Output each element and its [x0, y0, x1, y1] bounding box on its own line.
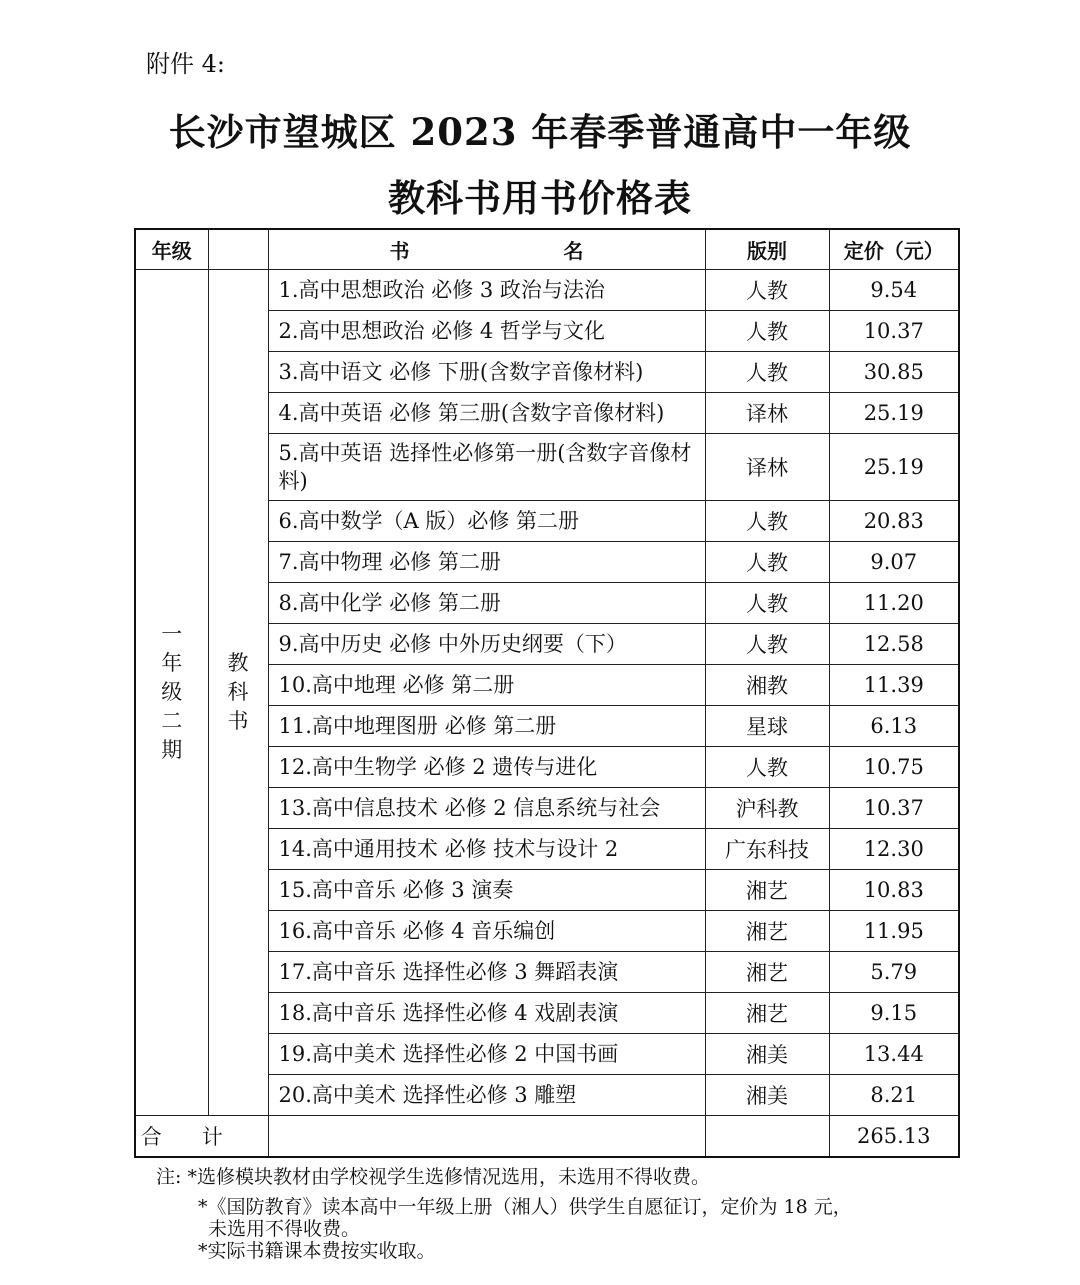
- book-name: 18.高中音乐 选择性必修 4 戏剧表演: [268, 993, 705, 1034]
- grade-char: 二: [161, 709, 183, 733]
- book-name: 10.高中地理 必修 第二册: [268, 665, 705, 706]
- publisher: 湘艺: [705, 870, 829, 911]
- grade-char: 期: [161, 738, 183, 762]
- book-name: 16.高中音乐 必修 4 音乐编创: [268, 911, 705, 952]
- grade-char: 一: [161, 622, 183, 646]
- price: 11.39: [829, 665, 959, 706]
- grade-cell: [135, 270, 208, 1116]
- notes: [156, 1166, 852, 1262]
- table-row: [135, 270, 959, 311]
- publisher: 译林: [705, 434, 829, 501]
- publisher: 人教: [705, 311, 829, 352]
- header-book-name: [268, 229, 705, 270]
- price: 12.30: [829, 829, 959, 870]
- total-label: 合计: [135, 1116, 268, 1158]
- publisher: 湘美: [705, 1034, 829, 1075]
- publisher: 广东科技: [705, 829, 829, 870]
- page-title-line2: 教科书用书价格表: [388, 176, 692, 220]
- notes-prefix: 注:: [156, 1166, 182, 1188]
- price: 11.20: [829, 583, 959, 624]
- grade-char: 年: [161, 651, 183, 675]
- book-name: 3.高中语文 必修 下册(含数字音像材料): [268, 352, 705, 393]
- price: 5.79: [829, 952, 959, 993]
- note-1-text: *选修模块教材由学校视学生选修情况选用，未选用不得收费。: [187, 1166, 710, 1188]
- header-book-name-right: 名: [563, 239, 584, 263]
- book-name: 9.高中历史 必修 中外历史纲要（下）: [268, 624, 705, 665]
- attachment-label: 附件 4:: [146, 50, 225, 78]
- book-name: 19.高中美术 选择性必修 2 中国书画: [268, 1034, 705, 1075]
- note-2a: *《国防教育》读本高中一年级上册（湘人）供学生自愿征订，定价为 18 元，: [198, 1196, 852, 1218]
- price: 12.58: [829, 624, 959, 665]
- publisher: 人教: [705, 501, 829, 542]
- publisher: 湘艺: [705, 911, 829, 952]
- page-title-line1: 长沙市望城区 2023 年春季普通高中一年级: [168, 110, 912, 154]
- price: 25.19: [829, 393, 959, 434]
- header-book-name-left: 书: [389, 239, 410, 263]
- book-name: 20.高中美术 选择性必修 3 雕塑: [268, 1075, 705, 1116]
- book-name: 13.高中信息技术 必修 2 信息系统与社会: [268, 788, 705, 829]
- publisher: 星球: [705, 706, 829, 747]
- price: 10.75: [829, 747, 959, 788]
- price: 9.54: [829, 270, 959, 311]
- publisher: 人教: [705, 270, 829, 311]
- publisher: 人教: [705, 352, 829, 393]
- publisher: 湘美: [705, 1075, 829, 1116]
- price: 8.21: [829, 1075, 959, 1116]
- total-row: [135, 1116, 959, 1158]
- price: 11.95: [829, 911, 959, 952]
- type-char: 书: [227, 709, 249, 733]
- publisher: 人教: [705, 583, 829, 624]
- publisher: 湘教: [705, 665, 829, 706]
- type-char: 教: [227, 651, 249, 675]
- price: 10.37: [829, 788, 959, 829]
- book-name: 15.高中音乐 必修 3 演奏: [268, 870, 705, 911]
- type-char: 科: [227, 680, 249, 704]
- price: 13.44: [829, 1034, 959, 1075]
- book-name: 6.高中数学（A 版）必修 第二册: [268, 501, 705, 542]
- publisher: 湘艺: [705, 993, 829, 1034]
- publisher: 人教: [705, 747, 829, 788]
- book-name: 14.高中通用技术 必修 技术与设计 2: [268, 829, 705, 870]
- note-2b: 未选用不得收费。: [208, 1218, 361, 1240]
- book-name: 5.高中英语 选择性必修第一册(含数字音像材料): [268, 434, 705, 501]
- price: 10.37: [829, 311, 959, 352]
- table-body: [135, 270, 959, 1116]
- note-1: [156, 1166, 852, 1188]
- grade-char: 级: [161, 680, 183, 704]
- header-publisher: 版别: [705, 229, 829, 270]
- header-grade: 年级: [135, 229, 208, 270]
- header-type: [208, 229, 268, 270]
- price: 10.83: [829, 870, 959, 911]
- total-price: 265.13: [829, 1116, 959, 1158]
- table-header-row: [135, 229, 959, 270]
- total-publisher-empty: [705, 1116, 829, 1158]
- price: 9.07: [829, 542, 959, 583]
- price: 20.83: [829, 501, 959, 542]
- book-name: 7.高中物理 必修 第二册: [268, 542, 705, 583]
- price: 6.13: [829, 706, 959, 747]
- book-name: 17.高中音乐 选择性必修 3 舞蹈表演: [268, 952, 705, 993]
- note-3: *实际书籍课本费按实收取。: [198, 1240, 436, 1262]
- header-price: 定价（元）: [829, 229, 959, 270]
- publisher: 人教: [705, 624, 829, 665]
- price: 30.85: [829, 352, 959, 393]
- book-name: 1.高中思想政治 必修 3 政治与法治: [268, 270, 705, 311]
- book-name: 11.高中地理图册 必修 第二册: [268, 706, 705, 747]
- book-name: 2.高中思想政治 必修 4 哲学与文化: [268, 311, 705, 352]
- total-name-empty: [268, 1116, 705, 1158]
- price-table: [134, 228, 960, 1158]
- type-cell: [208, 270, 268, 1116]
- price: 25.19: [829, 434, 959, 501]
- price: 9.15: [829, 993, 959, 1034]
- book-name: 12.高中生物学 必修 2 遗传与进化: [268, 747, 705, 788]
- publisher: 译林: [705, 393, 829, 434]
- book-name: 8.高中化学 必修 第二册: [268, 583, 705, 624]
- publisher: 湘艺: [705, 952, 829, 993]
- publisher: 沪科教: [705, 788, 829, 829]
- book-name: 4.高中英语 必修 第三册(含数字音像材料): [268, 393, 705, 434]
- publisher: 人教: [705, 542, 829, 583]
